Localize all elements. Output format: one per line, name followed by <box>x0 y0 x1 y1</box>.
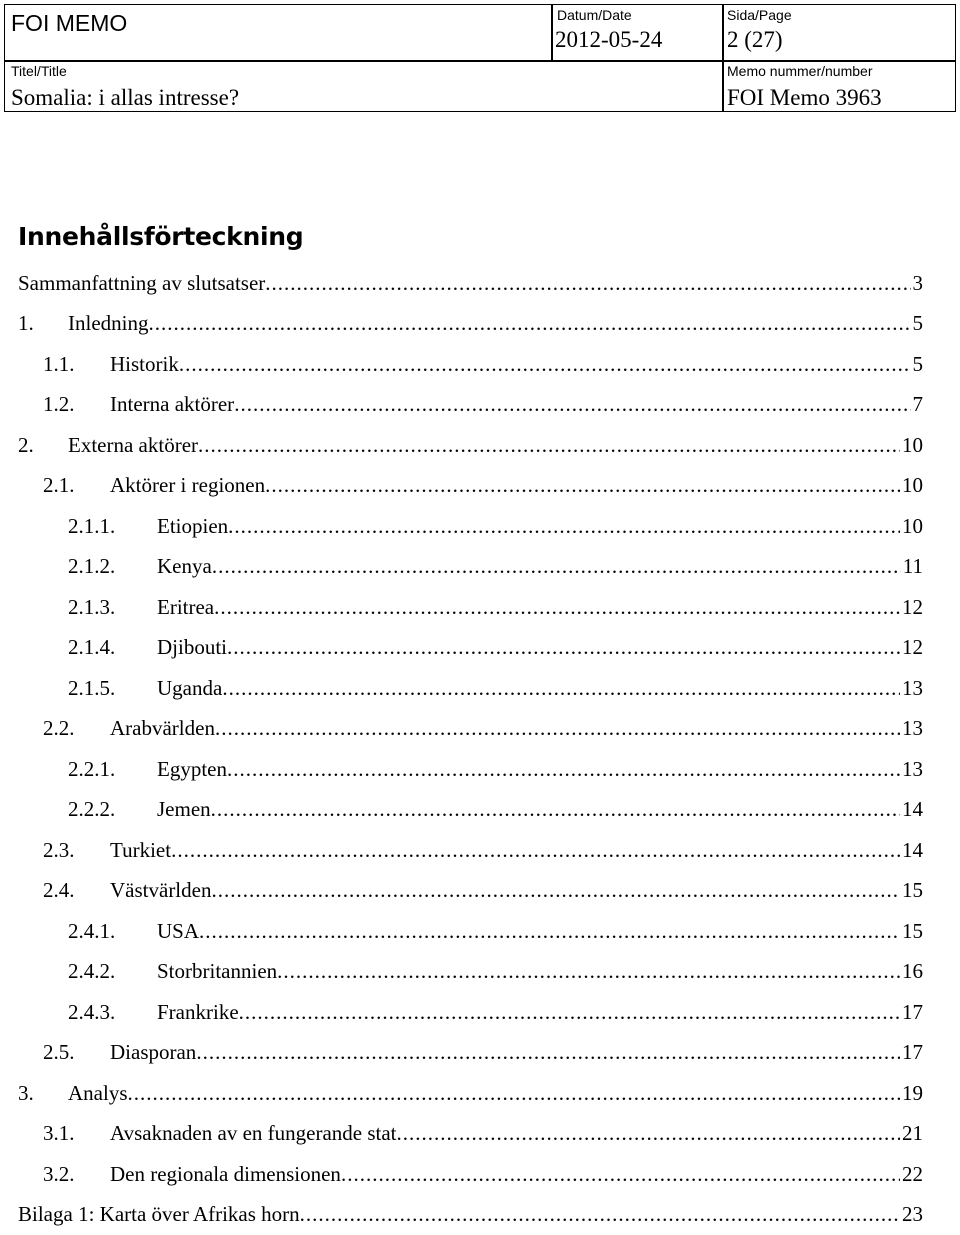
toc-entry[interactable] <box>18 871 923 912</box>
toc-entry-title: Etiopien <box>157 514 228 539</box>
toc-entry[interactable] <box>18 263 923 304</box>
toc-entry-page: 12 <box>900 635 923 660</box>
dot-leader <box>265 473 900 498</box>
toc-entry-title: Diasporan <box>110 1040 196 1065</box>
memo-header <box>4 4 956 112</box>
toc-entry-page: 10 <box>900 473 923 498</box>
toc-entry[interactable] <box>18 790 923 831</box>
toc-entry-number: 2.4.1. <box>68 919 157 944</box>
toc-entry-title: USA <box>157 919 199 944</box>
toc-entry-page: 14 <box>900 797 923 822</box>
dot-leader <box>198 433 900 458</box>
toc-entry-number: 2.1.4. <box>68 635 157 660</box>
toc-entry-number: 2. <box>18 433 68 458</box>
toc-entry[interactable] <box>18 628 923 669</box>
dot-leader <box>265 271 910 296</box>
toc-entry-page: 13 <box>900 676 923 701</box>
toc-entry-number: 1.1. <box>43 352 110 377</box>
toc-entry[interactable] <box>18 587 923 628</box>
toc-entry-page: 3 <box>911 271 924 296</box>
toc-entry-page: 12 <box>900 595 923 620</box>
dot-leader <box>211 797 900 822</box>
toc-entry-page: 7 <box>911 392 924 417</box>
dot-leader <box>397 1121 901 1146</box>
toc-entry-title: Eritrea <box>157 595 214 620</box>
toc-title: Innehållsförteckning <box>18 222 303 251</box>
dot-leader <box>214 595 900 620</box>
toc-entry-page: 5 <box>911 311 924 336</box>
dot-leader <box>228 514 900 539</box>
toc-entry[interactable] <box>18 668 923 709</box>
toc-entry[interactable] <box>18 385 923 426</box>
toc-entry-title: Historik <box>110 352 179 377</box>
toc-entry-title: Jemen <box>157 797 211 822</box>
toc-entry-page: 13 <box>900 716 923 741</box>
toc-entry-page: 23 <box>900 1202 923 1227</box>
toc-entry-title: Aktörer i regionen <box>110 473 265 498</box>
toc-entry-page: 5 <box>911 352 924 377</box>
table-of-contents <box>18 263 923 1235</box>
toc-entry-number: 3.2. <box>43 1162 110 1187</box>
toc-entry-title: Djibouti <box>157 635 227 660</box>
dot-leader <box>179 352 911 377</box>
dot-leader <box>239 1000 900 1025</box>
toc-entry-number: 2.2.2. <box>68 797 157 822</box>
toc-entry-number: 2.4.3. <box>68 1000 157 1025</box>
toc-entry[interactable] <box>18 952 923 993</box>
toc-entry-page: 22 <box>900 1162 923 1187</box>
toc-entry-page: 13 <box>900 757 923 782</box>
toc-entry[interactable] <box>18 1073 923 1114</box>
toc-entry[interactable] <box>18 425 923 466</box>
toc-entry-page: 17 <box>900 1000 923 1025</box>
toc-entry[interactable] <box>18 1195 923 1235</box>
toc-entry-title: Den regionala dimensionen <box>110 1162 341 1187</box>
dot-leader <box>227 757 900 782</box>
dot-leader <box>148 311 910 336</box>
toc-entry-title: Storbritannien <box>157 959 277 984</box>
toc-entry-page: 19 <box>900 1081 923 1106</box>
toc-entry-page: 14 <box>900 838 923 863</box>
page-label: Sida/Page <box>727 7 792 23</box>
dot-leader <box>222 676 900 701</box>
memo-number-label: Memo nummer/number <box>727 63 873 79</box>
toc-entry[interactable] <box>18 911 923 952</box>
toc-entry-title: Frankrike <box>157 1000 239 1025</box>
toc-entry-number: 2.4. <box>43 878 110 903</box>
header-divider <box>5 60 955 62</box>
dot-leader <box>199 919 900 944</box>
toc-entry-number: 2.1. <box>43 473 110 498</box>
toc-entry-page: 10 <box>900 433 923 458</box>
toc-entry-title: Avsaknaden av en fungerande stat <box>110 1121 397 1146</box>
toc-entry-number: 2.1.3. <box>68 595 157 620</box>
memo-number-value: FOI Memo 3963 <box>727 85 882 111</box>
toc-entry-number: 2.1.5. <box>68 676 157 701</box>
toc-entry[interactable] <box>18 709 923 750</box>
toc-entry-number: 1.2. <box>43 392 110 417</box>
dot-leader <box>277 959 900 984</box>
toc-entry-title: Inledning <box>68 311 148 336</box>
header-divider <box>551 5 553 61</box>
dot-leader <box>300 1202 900 1227</box>
toc-entry-number: 2.5. <box>43 1040 110 1065</box>
toc-entry[interactable] <box>18 749 923 790</box>
toc-entry-page: 16 <box>900 959 923 984</box>
toc-entry-number: 3.1. <box>43 1121 110 1146</box>
toc-entry-number: 2.1.1. <box>68 514 157 539</box>
header-divider <box>722 5 724 111</box>
toc-entry[interactable] <box>18 830 923 871</box>
date-label: Datum/Date <box>557 7 632 23</box>
dot-leader <box>171 838 900 863</box>
toc-entry[interactable] <box>18 1033 923 1074</box>
toc-entry-title: Turkiet <box>110 838 171 863</box>
toc-entry[interactable] <box>18 344 923 385</box>
toc-entry[interactable] <box>18 1154 923 1195</box>
toc-entry-title: Uganda <box>157 676 222 701</box>
page-value: 2 (27) <box>727 27 783 53</box>
toc-entry-title: Egypten <box>157 757 227 782</box>
toc-entry[interactable] <box>18 466 923 507</box>
toc-entry-number: 2.1.2. <box>68 554 157 579</box>
toc-entry-page: 10 <box>900 514 923 539</box>
toc-entry-page: 11 <box>901 554 923 579</box>
dot-leader <box>211 878 900 903</box>
dot-leader <box>128 1081 901 1106</box>
toc-entry-page: 15 <box>900 878 923 903</box>
toc-entry[interactable] <box>18 992 923 1033</box>
toc-entry-title: Sammanfattning av slutsatser <box>18 271 265 296</box>
date-value: 2012-05-24 <box>555 27 662 53</box>
dot-leader <box>212 554 901 579</box>
org-name: FOI MEMO <box>11 10 127 37</box>
toc-entry[interactable] <box>18 506 923 547</box>
title-label: Titel/Title <box>11 63 67 79</box>
toc-entry-title: Kenya <box>157 554 212 579</box>
toc-entry-title: Analys <box>68 1081 128 1106</box>
toc-entry-page: 21 <box>900 1121 923 1146</box>
dot-leader <box>215 716 900 741</box>
toc-entry-title: Bilaga 1: Karta över Afrikas horn <box>18 1202 300 1227</box>
toc-entry-number: 1. <box>18 311 68 336</box>
title-value: Somalia: i allas intresse? <box>11 85 239 111</box>
dot-leader <box>227 635 900 660</box>
toc-entry-number: 2.2. <box>43 716 110 741</box>
toc-entry-title: Arabvärlden <box>110 716 215 741</box>
toc-entry-page: 17 <box>900 1040 923 1065</box>
toc-entry-title: Externa aktörer <box>68 433 198 458</box>
dot-leader <box>196 1040 900 1065</box>
toc-entry-number: 2.3. <box>43 838 110 863</box>
toc-entry[interactable] <box>18 547 923 588</box>
toc-entry-number: 3. <box>18 1081 68 1106</box>
toc-entry[interactable] <box>18 304 923 345</box>
toc-entry-page: 15 <box>900 919 923 944</box>
toc-entry-title: Västvärlden <box>110 878 211 903</box>
dot-leader <box>234 392 910 417</box>
toc-entry-number: 2.2.1. <box>68 757 157 782</box>
toc-entry[interactable] <box>18 1114 923 1155</box>
toc-entry-title: Interna aktörer <box>110 392 234 417</box>
toc-entry-number: 2.4.2. <box>68 959 157 984</box>
dot-leader <box>341 1162 900 1187</box>
